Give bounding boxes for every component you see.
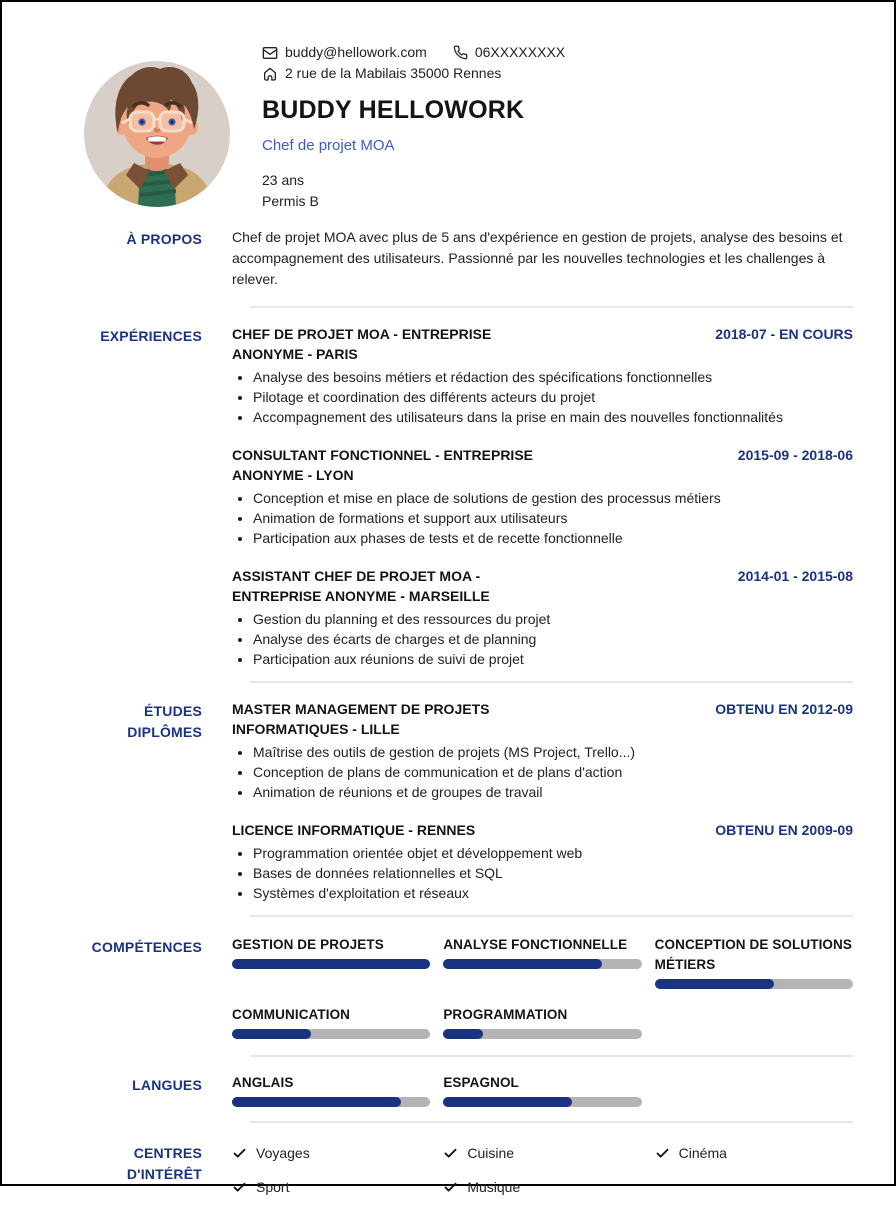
education-bullet: • Bases de données relationnelles et SQL bbox=[253, 863, 853, 883]
phone-icon bbox=[453, 45, 468, 60]
section-label-skills: COMPÉTENCES bbox=[91, 939, 202, 955]
skill-item bbox=[443, 935, 641, 969]
license-text: Permis B bbox=[262, 193, 319, 209]
check-icon bbox=[655, 1146, 670, 1161]
language-bar-fill bbox=[232, 1097, 401, 1107]
experience-date: 2014-01 - 2015-08 bbox=[737, 568, 853, 584]
language-bar-fill bbox=[443, 1097, 572, 1107]
section-label-languages: LANGUES bbox=[132, 1077, 202, 1093]
skill-bar-fill bbox=[655, 979, 774, 989]
interest-item bbox=[655, 1143, 853, 1164]
contact-row-1 bbox=[262, 42, 853, 63]
skill-item bbox=[443, 1005, 641, 1039]
experience-bullet: • Accompagnement des utilisateurs dans la prise en main des nouvelles fonctionnalités bbox=[253, 407, 853, 427]
experience-bullet: • Participation aux phases de tests et de recette fonctionnelle bbox=[253, 528, 853, 548]
candidate-name: BUDDY HELLOWORK bbox=[262, 96, 525, 124]
email-text: buddy@hellowork.com bbox=[285, 44, 427, 60]
education-bullet: • Conception de plans de communication et de plans d'action bbox=[253, 762, 853, 782]
section-education bbox=[2, 683, 894, 915]
skill-name: GESTION DE PROJETS bbox=[232, 937, 384, 952]
interest-item bbox=[232, 1177, 430, 1198]
experience-title: CONSULTANT FONCTIONNEL - ENTREPRISE ANONYME - LYON bbox=[232, 447, 533, 483]
education-bullets bbox=[232, 843, 853, 903]
section-skills bbox=[2, 917, 894, 1055]
skill-bar-fill bbox=[232, 959, 430, 969]
experience-bullet: • Analyse des écarts de charges et de planning bbox=[253, 629, 853, 649]
interest-item bbox=[443, 1143, 641, 1164]
skill-item bbox=[232, 935, 430, 969]
skill-bar bbox=[443, 959, 641, 969]
experience-bullet: • Pilotage et coordination des différents acteurs du projet bbox=[253, 387, 853, 407]
skill-bar-fill bbox=[232, 1029, 311, 1039]
interest-label: Cuisine bbox=[467, 1145, 515, 1161]
age-text: 23 ans bbox=[262, 172, 305, 188]
language-bar bbox=[232, 1097, 430, 1107]
contact-phone bbox=[453, 42, 565, 63]
experience-date: 2015-09 - 2018-06 bbox=[737, 447, 853, 463]
skill-name: ANALYSE FONCTIONNELLE bbox=[443, 937, 628, 952]
experience-bullet: • Participation aux réunions de suivi de projet bbox=[253, 649, 853, 669]
home-icon bbox=[262, 66, 278, 82]
experience-title: ASSISTANT CHEF DE PROJET MOA - ENTREPRISE ANONYME - MARSEILLE bbox=[232, 568, 490, 604]
skill-bar bbox=[232, 959, 430, 969]
education-date: OBTENU EN 2009-09 bbox=[715, 822, 853, 838]
education-bullet: • Maîtrise des outils de gestion de projets (MS Project, Trello...) bbox=[253, 742, 853, 762]
experience-bullets bbox=[232, 488, 853, 548]
section-languages bbox=[2, 1057, 894, 1121]
check-icon bbox=[443, 1146, 458, 1161]
section-experiences bbox=[2, 308, 894, 681]
language-item bbox=[232, 1073, 430, 1107]
skill-bar-fill bbox=[443, 1029, 483, 1039]
experience-bullet: • Conception et mise en place de solutions de gestion des processus métiers bbox=[253, 488, 853, 508]
experience-item bbox=[232, 566, 853, 669]
experience-bullet: • Analyse des besoins métiers et rédaction des spécifications fonctionnelles bbox=[253, 367, 853, 387]
avatar bbox=[84, 61, 230, 207]
experience-bullets bbox=[232, 609, 853, 669]
education-title: MASTER MANAGEMENT DE PROJETS INFORMATIQUES - LILLE bbox=[232, 701, 490, 737]
job-title: Chef de projet MOA bbox=[262, 137, 395, 154]
skill-bar bbox=[443, 1029, 641, 1039]
education-date: OBTENU EN 2012-09 bbox=[715, 701, 853, 717]
interest-label: Musique bbox=[467, 1179, 521, 1195]
skill-name: CONCEPTION DE SOLUTIONS MÉTIERS bbox=[654, 937, 852, 972]
contact-email bbox=[262, 42, 427, 63]
education-item bbox=[232, 699, 853, 802]
section-about bbox=[2, 212, 894, 306]
experience-bullet: • Animation de formations et support aux utilisateurs bbox=[253, 508, 853, 528]
skill-name: COMMUNICATION bbox=[232, 1007, 351, 1022]
section-interests bbox=[2, 1123, 894, 1214]
education-bullet: • Systèmes d'exploitation et réseaux bbox=[253, 883, 853, 903]
language-name: ANGLAIS bbox=[232, 1075, 294, 1090]
education-bullet: • Animation de réunions et de groupes de travail bbox=[253, 782, 853, 802]
experience-date: 2018-07 - EN COURS bbox=[715, 326, 853, 342]
education-title: LICENCE INFORMATIQUE - RENNES bbox=[232, 822, 476, 838]
skill-item bbox=[655, 935, 853, 989]
experience-bullets bbox=[232, 367, 853, 427]
section-label-education: ÉTUDES DIPLÔMES bbox=[127, 703, 202, 740]
skill-bar-fill bbox=[443, 959, 602, 969]
check-icon bbox=[443, 1180, 458, 1195]
skill-item bbox=[232, 1005, 430, 1039]
language-bar bbox=[443, 1097, 641, 1107]
skill-bar bbox=[655, 979, 853, 989]
section-label-interests: CENTRES D'INTÉRÊT bbox=[126, 1145, 202, 1182]
experience-title: CHEF DE PROJET MOA - ENTREPRISE ANONYME - PARIS bbox=[232, 326, 492, 362]
envelope-icon bbox=[262, 45, 278, 61]
interest-item bbox=[232, 1143, 430, 1164]
interest-label: Cinéma bbox=[678, 1145, 727, 1161]
interest-label: Sport bbox=[256, 1179, 290, 1195]
address-text: 2 rue de la Mabilais 35000 Rennes bbox=[285, 65, 502, 81]
interest-item bbox=[443, 1177, 641, 1198]
experience-item bbox=[232, 324, 853, 427]
language-name: ESPAGNOL bbox=[443, 1075, 519, 1090]
experience-bullet: • Gestion du planning et des ressources du projet bbox=[253, 609, 853, 629]
contact-row-2 bbox=[262, 63, 853, 84]
check-icon bbox=[232, 1146, 247, 1161]
check-icon bbox=[232, 1180, 247, 1195]
experience-item bbox=[232, 445, 853, 548]
skill-bar bbox=[232, 1029, 430, 1039]
phone-text: 06XXXXXXXX bbox=[474, 44, 566, 60]
interest-label: Voyages bbox=[256, 1145, 310, 1161]
about-text: Chef de projet MOA avec plus de 5 ans d'expérience en gestion de projets, analyse des besoins et accompagnement des utilisateurs. Passionné par les nouvelles technologies et les challenges à relever. bbox=[232, 229, 843, 287]
section-label-about: À PROPOS bbox=[126, 231, 202, 247]
education-bullet: • Programmation orientée objet et développement web bbox=[253, 843, 853, 863]
contact-address bbox=[262, 63, 501, 84]
education-item bbox=[232, 820, 853, 903]
skill-name: PROGRAMMATION bbox=[443, 1007, 568, 1022]
education-bullets bbox=[232, 742, 853, 802]
avatar-image bbox=[84, 61, 230, 207]
section-label-experiences: EXPÉRIENCES bbox=[100, 328, 202, 344]
language-item bbox=[443, 1073, 641, 1107]
